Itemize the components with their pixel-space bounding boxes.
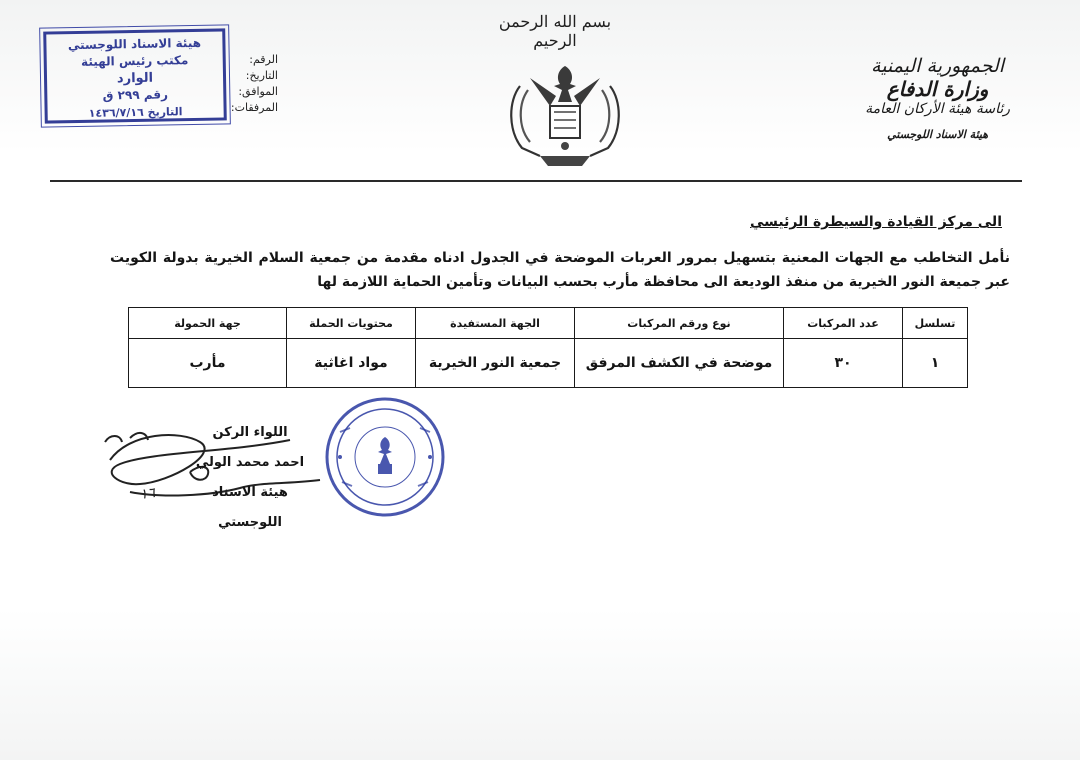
yemen-emblem-icon (500, 56, 630, 176)
td-contents: مواد اغاثية (287, 339, 416, 388)
td-destination: مأرب (129, 339, 287, 388)
th-vehicle-type: نوع ورقم المركبات (575, 308, 784, 339)
td-beneficiary: جمعية النور الخيرية (416, 339, 575, 388)
letter-body: نأمل التخاطب مع الجهات المعنية بتسهيل بمرور العربات الموضحة في الجدول ادناه مقدمة من جمعية السلام الخيرية بدولة الكويت عبر جميعة النور الخيرية من منفذ الوديعة الى محافظة مأرب بحسب البيانات وتأمين الحماية اللازمة لها (110, 250, 1010, 290)
table-header-row (129, 308, 968, 339)
signatory-position: هيئة الاسناد اللوجستي (212, 485, 288, 530)
stamp-line-3: الوارد (116, 70, 154, 87)
cargo-table (128, 307, 968, 388)
org-line-ministry: وزارة الدفاع (886, 76, 989, 101)
td-serial: ١ (903, 339, 968, 388)
signatory-title: اللواء الركن (212, 425, 288, 440)
td-vehicle-type: موضحة في الكشف المرفق (575, 339, 784, 388)
incoming-stamp (43, 28, 227, 123)
label-corresponding: الموافق: (238, 85, 278, 98)
official-seal-icon (320, 392, 450, 522)
stamp-line-1: هيئة الاسناد اللوجستي (67, 35, 202, 53)
th-beneficiary: الجهة المستفيدة (416, 308, 575, 339)
th-vehicle-count: عدد المركبات (784, 308, 903, 339)
bismillah: بسم الله الرحمن الرحيم (498, 12, 612, 50)
header-divider (50, 180, 1022, 182)
label-attachments: المرفقات: (230, 101, 278, 114)
signatory-name: احمد محمد الولي (195, 455, 305, 470)
th-destination: جهة الحمولة (129, 308, 287, 339)
th-serial: تسلسل (903, 308, 968, 339)
signature-block (180, 418, 320, 538)
th-contents: محتويات الحملة (287, 308, 416, 339)
org-line-authority: هيئة الاسناد اللوجستي (887, 127, 989, 141)
reference-labels (232, 52, 278, 116)
stamp-line-4: رقم ٢٩٩ ق (102, 87, 169, 103)
td-vehicle-count: ٣٠ (784, 339, 903, 388)
org-header (865, 56, 1010, 142)
signature-number: ١٦ (138, 485, 157, 503)
addressee: الى مركز القيادة والسيطرة الرئيسي (750, 214, 1002, 230)
stamp-line-5: التاريخ ١٤٣٦/٧/١٦ (88, 105, 183, 120)
stamp-line-2: مكتب رئيس الهيئة (80, 53, 189, 69)
label-date: التاريخ: (245, 69, 278, 82)
table-row (129, 339, 968, 388)
label-number: الرقم: (249, 53, 278, 66)
org-line-republic: الجمهورية اليمنية (871, 55, 1005, 77)
org-line-staff: رئاسة هيئة الأركان العامة (865, 100, 1010, 117)
